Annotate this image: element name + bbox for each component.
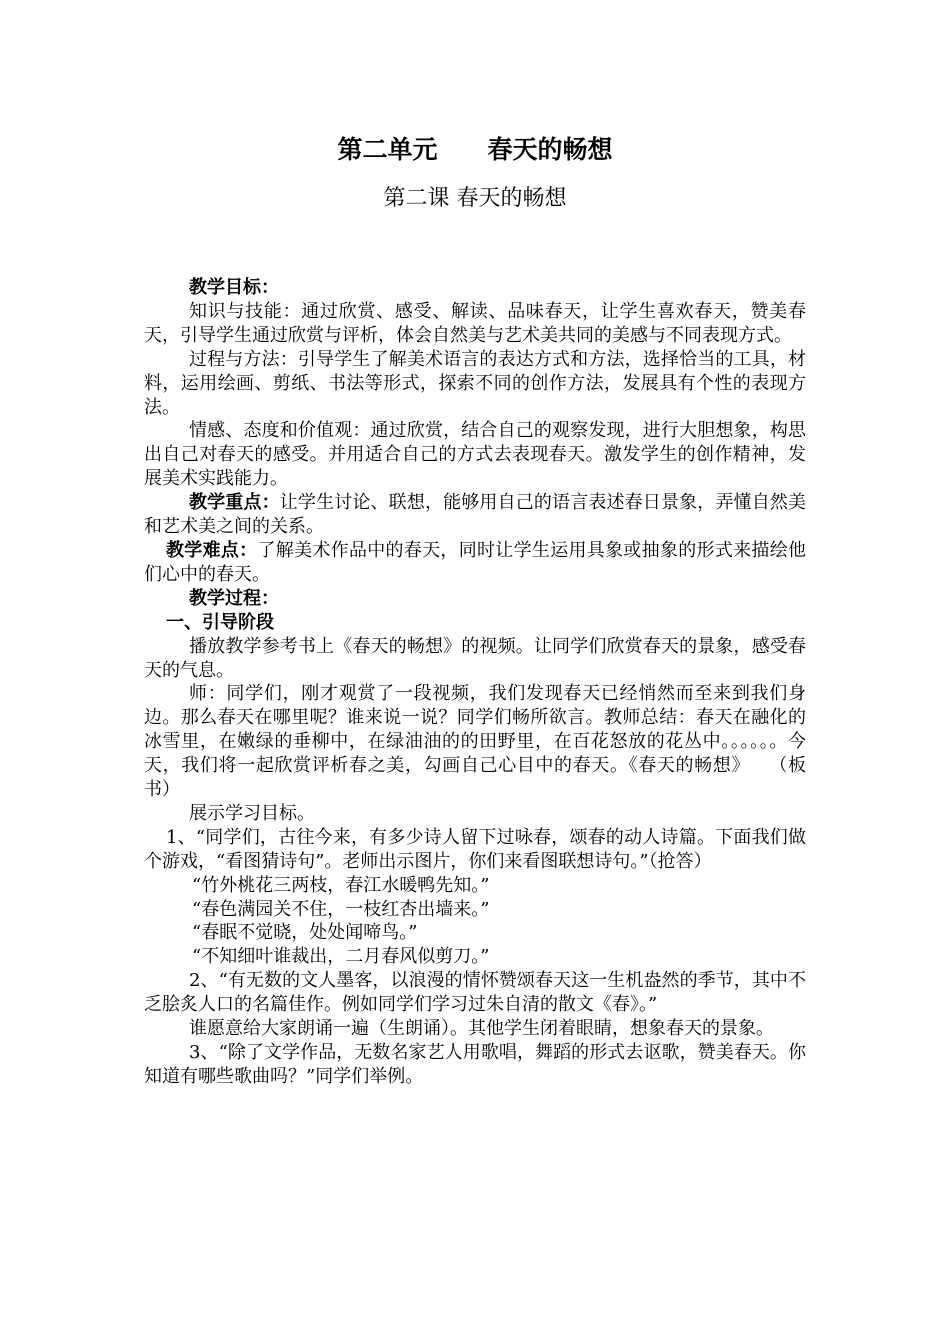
objective-emotion: 情感、态度和价值观：通过欣赏，结合自己的观察发现，进行大胆想象，构思出自己对春天的感受。并用适合自己的方式去表现春天。激发学生的创作精神，发展美术实践能力。 [144,420,806,490]
key-point-paragraph [144,491,806,539]
objectives-heading: 教学目标： [189,277,279,298]
stage-one-heading: 一、引导阶段 [166,611,274,633]
show-goals-paragraph: 展示学习目标。 [189,802,315,824]
key-point-text: 让学生讨论、联想，能够用自己的语言表述春日景象，弄懂自然美和艺术美之间的关系。 [144,492,807,538]
poem-line-3: “春眠不觉晓，处处闻啼鸟。” [192,922,418,944]
process-heading: 教学过程： [189,587,279,609]
lesson-subtitle: 第二课 春天的畅想 [383,186,567,211]
difficulty-paragraph [144,539,806,587]
teacher-paragraph: 师：同学们，刚才观赏了一段视频，我们发现春天已经悄然而至来到我们身边。那么春天在哪里呢？谁来说一说？同学们畅所欲言。教师总结：春天在融化的冰雪里，在嫩绿的垂柳中，在绿油油的的田野里，在百花怒放的花丛中。。。。。。今天，我们将一起欣赏评析春之美，勾画自己心目中的春天。《春天的畅想》 （板书） [144,683,806,801]
poem-line-2: “春色满园关不住，一枝红杏出墙来。” [192,898,490,920]
item-one: 1、“同学们，古往今来，有多少诗人留下过咏春，颂春的动人诗篇。下面我们做个游戏，“看图猜诗句”。老师出示图片，你们来看图联想诗句。”（抢答） [144,826,806,872]
poem-line-4: “不知细叶谁裁出，二月春风似剪刀。” [192,946,490,968]
key-point-label: 教学重点： [189,492,280,514]
difficulty-text: 了解美术作品中的春天，同时让学生运用具象或抽象的形式来描绘他们心中的春天。 [144,539,807,585]
objective-process: 过程与方法：引导学生了解美术语言的表达方式和方法，选择恰当的工具，材料，运用绘画、剪纸、书法等形式，探索不同的创作方法，发展具有个性的表现方法。 [144,348,806,418]
item-two: 2、“有无数的文人墨客，以浪漫的情怀赞颂春天这一生机盎然的季节，其中不乏脍炙人口的名篇佳作。例如同学们学习过朱自清的散文《春》。” [144,970,806,1016]
poem-line-1: “竹外桃花三两枝，春江水暖鸭先知。” [192,874,490,896]
reading-paragraph: 谁愿意给大家朗诵一遍（生朗诵）。其他学生闭着眼睛，想象春天的景象。 [189,1018,774,1040]
objective-knowledge: 知识与技能：通过欣赏、感受、解读、品味春天，让学生喜欢春天，赞美春天，引导学生通过欣赏与评析，体会自然美与艺术美共同的美感与不同表现方式。 [144,300,806,346]
unit-title: 第二单元 春天的畅想 [337,135,613,164]
difficulty-label: 教学难点： [166,539,258,561]
document-body [144,276,806,1089]
item-three: 3、“除了文学作品，无数名家艺人用歌唱，舞蹈的形式去讴歌，赞美春天。你知道有哪些歌曲吗？”同学们举例。 [144,1042,806,1087]
video-paragraph: 播放教学参考书上《春天的畅想》的视频。让同学们欣赏春天的景象，感受春天的气息。 [144,635,806,681]
